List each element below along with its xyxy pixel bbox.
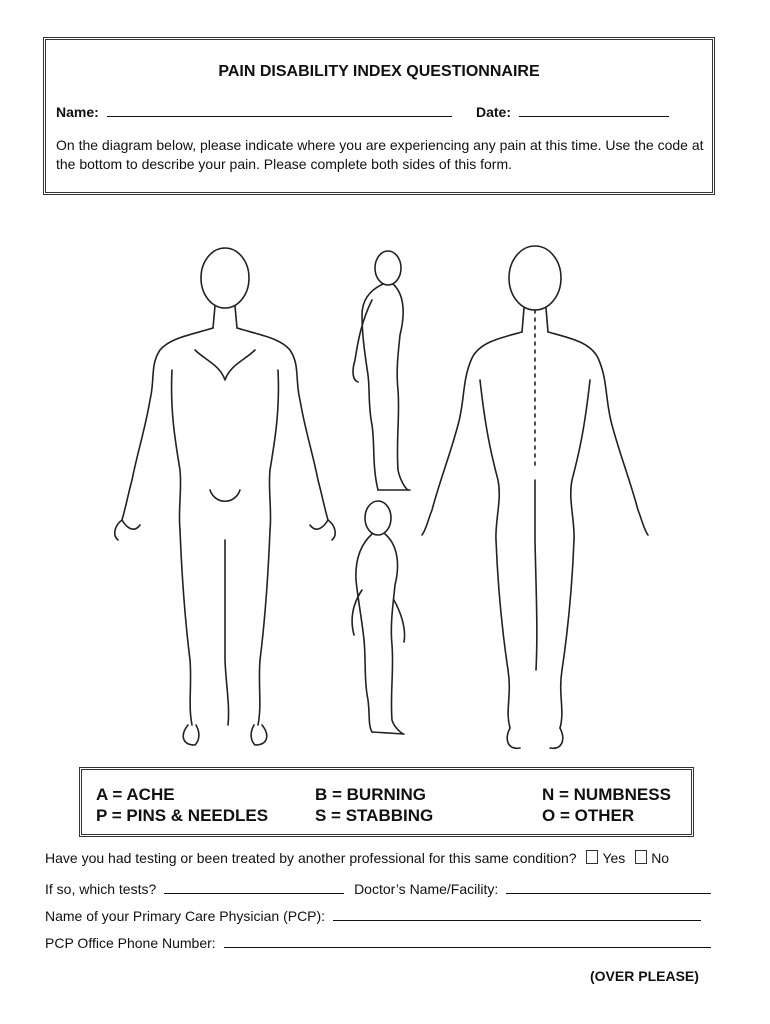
doctor-label: Doctor’s Name/Facility: bbox=[354, 881, 499, 897]
yes-label: Yes bbox=[602, 850, 626, 866]
legend-burning: B = BURNING bbox=[315, 785, 426, 804]
pain-code-legend bbox=[79, 767, 694, 837]
instructions-text: On the diagram below, please indicate where you are experiencing any pain at this time. Use the code at the bottom to describe your pain. Please complete both sides of this form. bbox=[56, 137, 704, 172]
question-prior-treatment bbox=[45, 850, 669, 866]
legend-ache: A = ACHE bbox=[96, 785, 175, 804]
tests-label: If so, which tests? bbox=[45, 881, 157, 897]
side-body-figure-top[interactable] bbox=[353, 251, 410, 490]
pcp-phone-label: PCP Office Phone Number: bbox=[45, 935, 216, 951]
pcp-phone-field[interactable] bbox=[224, 933, 711, 948]
name-label: Name: bbox=[56, 104, 99, 120]
pcp-label: Name of your Primary Care Physician (PCP): bbox=[45, 908, 326, 924]
no-checkbox[interactable] bbox=[635, 850, 647, 864]
over-please-note: (OVER PLEASE) bbox=[590, 968, 699, 984]
pcp-phone-row bbox=[45, 933, 711, 951]
date-label: Date: bbox=[476, 104, 512, 120]
body-diagram[interactable] bbox=[100, 240, 660, 760]
legend-numbness: N = NUMBNESS bbox=[542, 785, 671, 804]
name-field[interactable] bbox=[107, 102, 452, 117]
question-prior-treatment-label: Have you had testing or been treated by another professional for this same condition? bbox=[45, 850, 577, 866]
pcp-row bbox=[45, 906, 701, 924]
date-row bbox=[476, 102, 669, 120]
legend-stabbing: S = STABBING bbox=[315, 806, 434, 825]
pcp-field[interactable] bbox=[333, 906, 701, 921]
legend-pins-needles: P = PINS & NEEDLES bbox=[96, 806, 269, 825]
doctor-field[interactable] bbox=[506, 879, 711, 894]
side-body-figure-bottom[interactable] bbox=[352, 501, 404, 734]
no-label: No bbox=[651, 850, 670, 866]
yes-checkbox[interactable] bbox=[586, 850, 598, 864]
date-field[interactable] bbox=[519, 102, 669, 117]
tests-field[interactable] bbox=[164, 879, 344, 894]
header-box bbox=[43, 37, 715, 195]
legend-other: O = OTHER bbox=[542, 806, 635, 825]
back-body-figure[interactable] bbox=[422, 246, 648, 748]
body-diagram-svg bbox=[100, 240, 660, 760]
front-body-figure[interactable] bbox=[115, 248, 335, 745]
form-title: PAIN DISABILITY INDEX QUESTIONNAIRE bbox=[218, 63, 540, 80]
tests-row bbox=[45, 879, 711, 897]
name-row bbox=[56, 102, 452, 120]
